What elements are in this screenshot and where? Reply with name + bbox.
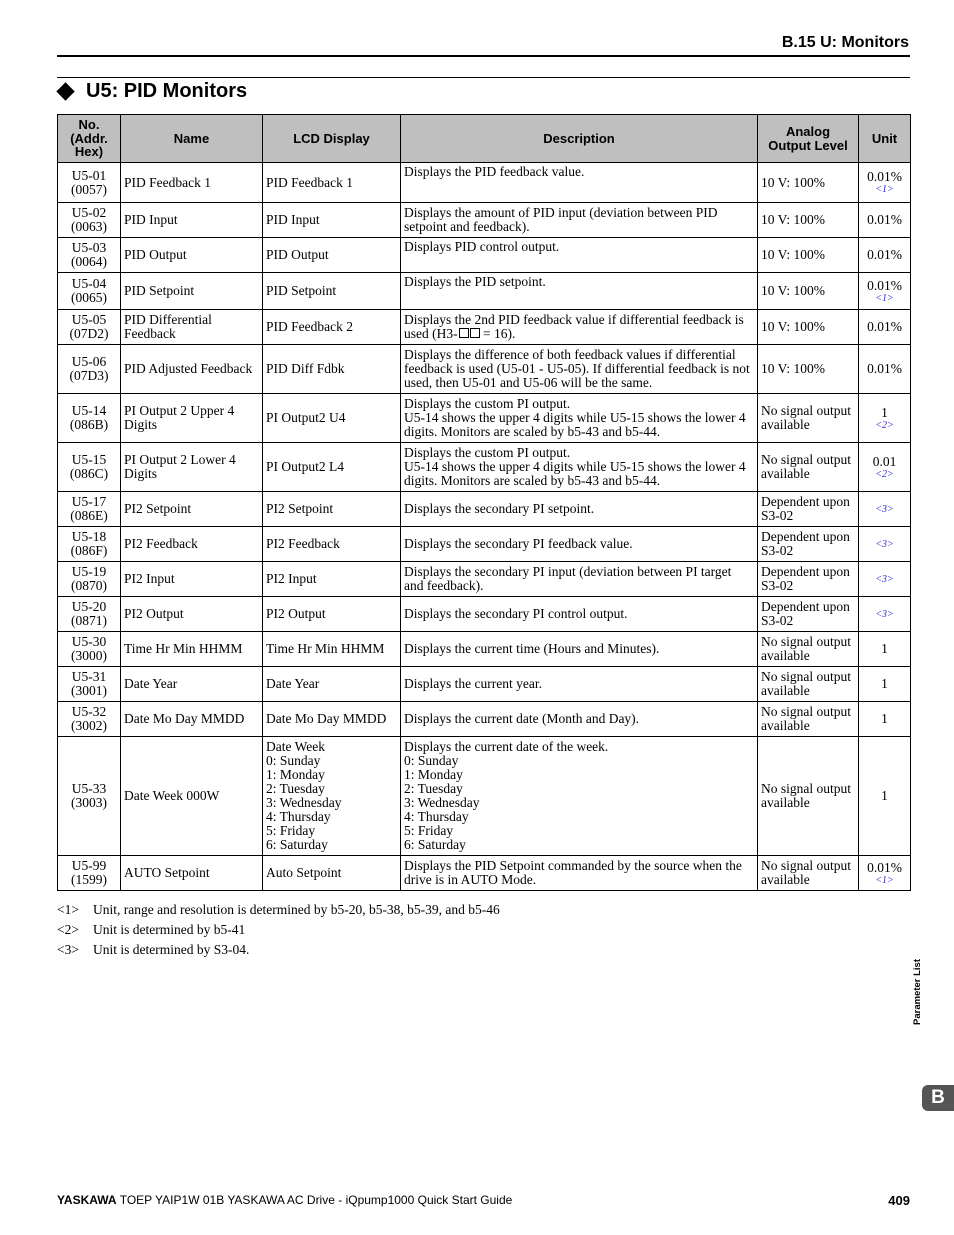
cell-unit: 0.01% <1> [859, 163, 911, 203]
cell-name: Date Week 000W [121, 737, 263, 856]
cell-name: PID Output [121, 238, 263, 273]
cell-unit [859, 597, 911, 632]
cell-description: Displays the secondary PI input (deviation between PI target and feedback). [401, 562, 758, 597]
cell-analog-output-level: 10 V: 100% [758, 238, 859, 273]
cell-parameter-no: U5-03 (0064) [58, 238, 121, 273]
cell-lcd-display: Auto Setpoint [263, 856, 401, 891]
header-unit: Unit [859, 115, 911, 163]
cell-unit: 0.01% [859, 238, 911, 273]
cell-description: Displays the current time (Hours and Minutes). [401, 632, 758, 667]
table-row [58, 597, 911, 632]
cell-lcd-display: PID Feedback 2 [263, 310, 401, 345]
cell-analog-output-level: No signal output available [758, 737, 859, 856]
cell-description: Displays the 2nd PID feedback value if differential feedback is used (H3- = 16). [401, 310, 758, 345]
header-description: Description [401, 115, 758, 163]
cell-description: Displays the PID setpoint. [401, 273, 758, 310]
cell-lcd-display: PID Diff Fdbk [263, 345, 401, 394]
cell-parameter-no: U5-05 (07D2) [58, 310, 121, 345]
cell-parameter-no: U5-31 (3001) [58, 667, 121, 702]
table-row [58, 562, 911, 597]
table-row [58, 238, 911, 273]
cell-analog-output-level: No signal output available [758, 443, 859, 492]
cell-analog-output-level: No signal output available [758, 856, 859, 891]
footer-brand: YASKAWA [57, 1193, 117, 1207]
cell-name: PI Output 2 Lower 4 Digits [121, 443, 263, 492]
page-footer [57, 1193, 910, 1208]
pid-monitors-table [57, 114, 911, 891]
cell-lcd-display: PID Input [263, 203, 401, 238]
table-row [58, 203, 911, 238]
cell-unit: 0.01% [859, 203, 911, 238]
cell-parameter-no: U5-17 (086E) [58, 492, 121, 527]
cell-analog-output-level: 10 V: 100% [758, 163, 859, 203]
cell-lcd-display: PI2 Feedback [263, 527, 401, 562]
table-row [58, 394, 911, 443]
cell-parameter-no: U5-30 (3000) [58, 632, 121, 667]
cell-analog-output-level: 10 V: 100% [758, 273, 859, 310]
cell-lcd-display: PI2 Setpoint [263, 492, 401, 527]
cell-unit [859, 562, 911, 597]
footnote-text: Unit, range and resolution is determined by b5-20, b5-38, b5-39, and b5-46 [93, 902, 500, 917]
diamond-bullet-icon [56, 82, 74, 100]
cell-parameter-no: U5-20 (0871) [58, 597, 121, 632]
cell-name: PI2 Setpoint [121, 492, 263, 527]
cell-name: PI2 Output [121, 597, 263, 632]
cell-analog-output-level: Dependent upon S3-02 [758, 597, 859, 632]
cell-description: Displays the PID Setpoint commanded by the source when the drive is in AUTO Mode. [401, 856, 758, 891]
table-row [58, 702, 911, 737]
cell-description: Displays the current date of the week. 0: Sunday 1: Monday 2: Tuesday 3: Wednesday 4: Thursday 5: Friday 6: Saturday [401, 737, 758, 856]
cell-name: Time Hr Min HHMM [121, 632, 263, 667]
title-rule [57, 77, 910, 78]
cell-analog-output-level: 10 V: 100% [758, 345, 859, 394]
cell-description: Displays the secondary PI control output. [401, 597, 758, 632]
cell-unit: 0.01% [859, 310, 911, 345]
table-row [58, 856, 911, 891]
cell-description: Displays the PID feedback value. [401, 163, 758, 203]
table-header-row [58, 115, 911, 163]
cell-name: PI2 Feedback [121, 527, 263, 562]
cell-analog-output-level: No signal output available [758, 394, 859, 443]
footnote-reference-link[interactable]: <1> [875, 292, 894, 304]
cell-unit: 1 [859, 737, 911, 856]
cell-name: PID Adjusted Feedback [121, 345, 263, 394]
header-lcd-display: LCD Display [263, 115, 401, 163]
cell-analog-output-level: Dependent upon S3-02 [758, 527, 859, 562]
placeholder-box-icon [459, 328, 469, 338]
cell-unit: 1 [859, 702, 911, 737]
cell-parameter-no: U5-15 (086C) [58, 443, 121, 492]
footer-doc-title: TOEP YAIP1W 01B YASKAWA AC Drive - iQpump1000 Quick Start Guide [119, 1193, 513, 1207]
table-row [58, 163, 911, 203]
header-analog-output-level: Analog Output Level [758, 115, 859, 163]
footnotes [57, 902, 500, 962]
header-no: No. (Addr. Hex) [58, 115, 121, 163]
cell-name: PID Differential Feedback [121, 310, 263, 345]
cell-parameter-no: U5-06 (07D3) [58, 345, 121, 394]
cell-lcd-display: PI Output2 L4 [263, 443, 401, 492]
cell-lcd-display: PID Feedback 1 [263, 163, 401, 203]
cell-name: PID Feedback 1 [121, 163, 263, 203]
cell-parameter-no: U5-99 (1599) [58, 856, 121, 891]
cell-parameter-no: U5-04 (0065) [58, 273, 121, 310]
cell-description: Displays the current date (Month and Day). [401, 702, 758, 737]
cell-unit: 1 [859, 632, 911, 667]
cell-unit [859, 492, 911, 527]
cell-lcd-display: Time Hr Min HHMM [263, 632, 401, 667]
footnote-mark: <1> [57, 902, 79, 917]
table-row [58, 527, 911, 562]
header-name: Name [121, 115, 263, 163]
cell-parameter-no: U5-19 (0870) [58, 562, 121, 597]
table-row [58, 632, 911, 667]
cell-lcd-display: Date Year [263, 667, 401, 702]
cell-description: Displays PID control output. [401, 238, 758, 273]
cell-name: PID Input [121, 203, 263, 238]
cell-analog-output-level: Dependent upon S3-02 [758, 562, 859, 597]
cell-parameter-no: U5-01 (0057) [58, 163, 121, 203]
cell-parameter-no: U5-18 (086F) [58, 527, 121, 562]
cell-unit: 1 [859, 667, 911, 702]
footnote-reference-link[interactable]: <1> [875, 184, 894, 195]
cell-unit: 0.01% <1> [859, 856, 911, 891]
footnote-mark: <2> [57, 922, 79, 937]
footnote-mark: <3> [57, 942, 79, 957]
placeholder-box-icon [470, 328, 480, 338]
cell-lcd-display: PI2 Output [263, 597, 401, 632]
table-row [58, 345, 911, 394]
page-title-text: U5: PID Monitors [86, 80, 248, 102]
cell-unit: 0.01 <2> [859, 443, 911, 492]
cell-unit [859, 527, 911, 562]
cell-description: Displays the difference of both feedback values if differential feedback is used (U5-01 - U5-05). If differential feedback is not used, then U5-01 and U5-06 will be the same. [401, 345, 758, 394]
cell-name: PI Output 2 Upper 4 Digits [121, 394, 263, 443]
cell-description: Displays the custom PI output. U5-14 shows the upper 4 digits while U5-15 shows the lower 4 digits. Monitors are scaled by b5-43 and b5-44. [401, 394, 758, 443]
footnote [57, 922, 500, 942]
cell-description: Displays the current year. [401, 667, 758, 702]
footnote-text: Unit is determined by S3-04. [93, 942, 250, 957]
footnote-reference-link[interactable]: <3> [875, 503, 894, 515]
cell-lcd-display: PID Output [263, 238, 401, 273]
cell-lcd-display: Date Mo Day MMDD [263, 702, 401, 737]
footnote-text: Unit is determined by b5-41 [93, 922, 246, 937]
table-row [58, 737, 911, 856]
cell-lcd-display: PI Output2 U4 [263, 394, 401, 443]
cell-name: AUTO Setpoint [121, 856, 263, 891]
footnote-reference-link[interactable]: <3> [875, 608, 894, 620]
footnote [57, 902, 500, 922]
header-rule [57, 55, 910, 57]
footnote [57, 942, 500, 962]
footnote-reference-link[interactable]: <1> [875, 874, 894, 886]
footnote-reference-link[interactable]: <2> [875, 468, 894, 480]
cell-lcd-display: Date Week 0: Sunday 1: Monday 2: Tuesday 3: Wednesday 4: Thursday 5: Friday 6: Saturday [263, 737, 401, 856]
footnote-reference-link[interactable]: <3> [875, 573, 894, 585]
table-row [58, 667, 911, 702]
cell-name: PID Setpoint [121, 273, 263, 310]
side-tab-letter: B [922, 1085, 954, 1111]
side-tab-label: Parameter List [912, 958, 923, 1025]
cell-analog-output-level: Dependent upon S3-02 [758, 492, 859, 527]
cell-unit: 0.01% <1> [859, 273, 911, 310]
cell-parameter-no: U5-14 (086B) [58, 394, 121, 443]
cell-name: Date Mo Day MMDD [121, 702, 263, 737]
table-row [58, 492, 911, 527]
cell-description: Displays the secondary PI setpoint. [401, 492, 758, 527]
cell-parameter-no: U5-02 (0063) [58, 203, 121, 238]
cell-parameter-no: U5-32 (3002) [58, 702, 121, 737]
cell-description: Displays the amount of PID input (deviation between PID setpoint and feedback). [401, 203, 758, 238]
cell-description: Displays the secondary PI feedback value. [401, 527, 758, 562]
footnote-reference-link[interactable]: <2> [875, 419, 894, 431]
cell-unit: 0.01% [859, 345, 911, 394]
table-row [58, 443, 911, 492]
cell-analog-output-level: No signal output available [758, 632, 859, 667]
cell-parameter-no: U5-33 (3003) [58, 737, 121, 856]
cell-unit: 1 <2> [859, 394, 911, 443]
cell-analog-output-level: No signal output available [758, 667, 859, 702]
cell-analog-output-level: 10 V: 100% [758, 203, 859, 238]
page-number: 409 [888, 1193, 910, 1208]
footer-doc-line [57, 1193, 512, 1208]
table-row [58, 273, 911, 310]
cell-lcd-display: PID Setpoint [263, 273, 401, 310]
cell-analog-output-level: 10 V: 100% [758, 310, 859, 345]
cell-description: Displays the custom PI output. U5-14 shows the upper 4 digits while U5-15 shows the lower 4 digits. Monitors are scaled by b5-43 and b5-44. [401, 443, 758, 492]
footnote-reference-link[interactable]: <3> [875, 538, 894, 550]
page-title [57, 80, 247, 103]
cell-lcd-display: PI2 Input [263, 562, 401, 597]
cell-name: Date Year [121, 667, 263, 702]
cell-name: PI2 Input [121, 562, 263, 597]
section-header: B.15 U: Monitors [781, 34, 909, 51]
table-row [58, 310, 911, 345]
cell-analog-output-level: No signal output available [758, 702, 859, 737]
